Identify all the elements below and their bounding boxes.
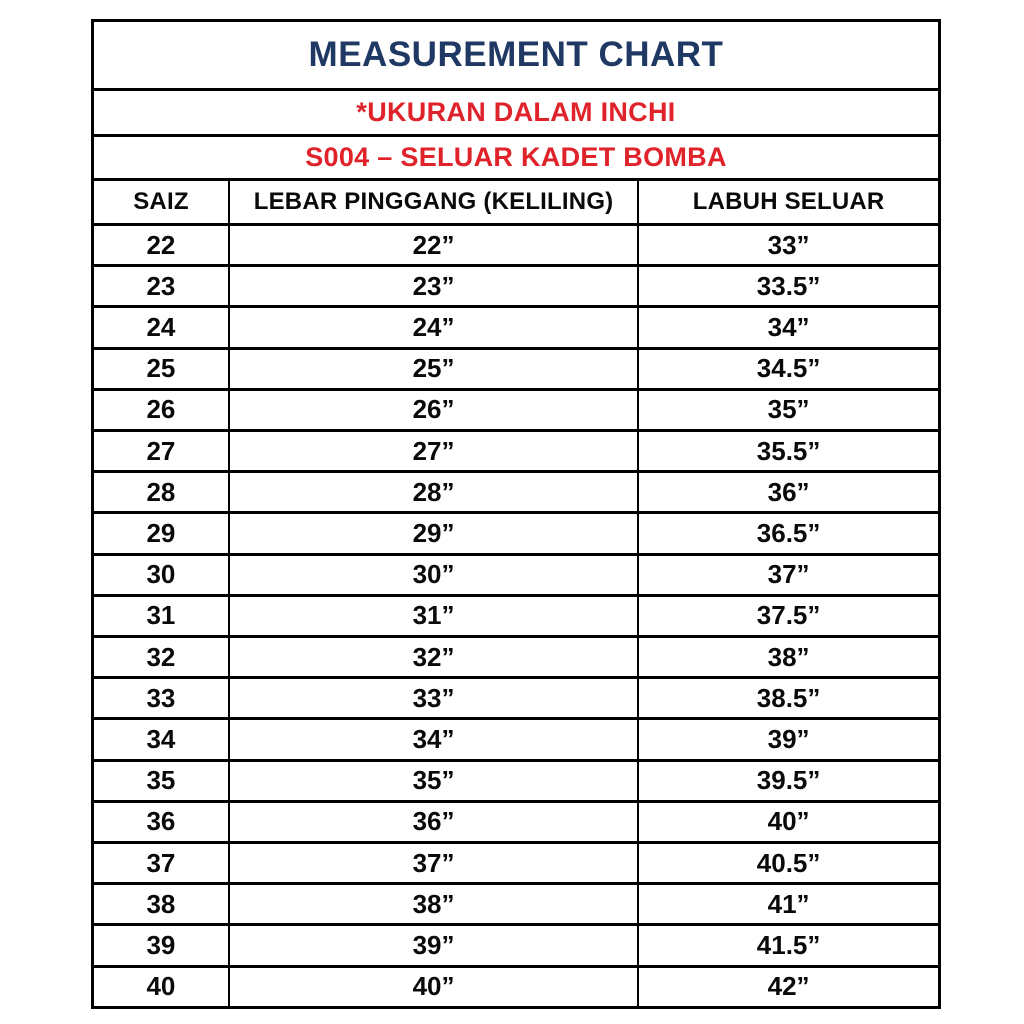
saiz-cell: 27 [94, 432, 230, 470]
table-row [94, 473, 938, 514]
length-cell: 39.5” [756, 765, 821, 796]
table-row [94, 350, 938, 391]
waist-cell: 26” [230, 391, 639, 429]
waist-cell: 22” [230, 226, 639, 264]
table-header-row [94, 181, 938, 226]
saiz-cell: 25 [94, 350, 230, 388]
waist-cell: 29” [230, 514, 639, 552]
table-row [94, 720, 938, 761]
length-cell: 37.5” [756, 600, 821, 631]
length-cell: 34” [767, 312, 810, 342]
waist-cell: 30” [230, 556, 639, 594]
waist-cell: 36” [230, 803, 639, 841]
waist-cell: 31” [230, 597, 639, 635]
length-cell: 35.5” [756, 435, 821, 466]
length-cell: 34.5” [756, 353, 821, 384]
table-row [94, 597, 938, 638]
table-row [94, 308, 938, 349]
product-code: S004 – SELUAR KADET BOMBA [305, 142, 727, 172]
length-cell: 42” [767, 971, 810, 1002]
saiz-cell: 35 [94, 762, 230, 800]
table-row [94, 679, 938, 720]
length-cell: 41” [767, 888, 810, 919]
saiz-cell: 36 [94, 803, 230, 841]
waist-cell: 40” [230, 968, 639, 1006]
saiz-cell: 31 [94, 597, 230, 635]
length-cell: 33” [767, 229, 810, 260]
column-header-saiz: SAIZ [94, 181, 230, 223]
product-code-row [94, 137, 938, 181]
length-cell: 40.5” [756, 847, 821, 878]
waist-cell: 32” [230, 638, 639, 676]
table-row [94, 226, 938, 267]
table-row [94, 556, 938, 597]
length-cell: 38” [767, 641, 810, 672]
unit-note: *UKURAN DALAM INCHI [356, 97, 676, 127]
table-row [94, 638, 938, 679]
saiz-cell: 30 [94, 556, 230, 594]
saiz-cell: 23 [94, 267, 230, 305]
length-cell: 35” [767, 394, 810, 425]
table-row [94, 926, 938, 967]
length-cell: 33.5” [756, 270, 821, 301]
length-cell: 36” [767, 476, 810, 507]
table-row [94, 844, 938, 885]
length-cell: 37” [767, 559, 810, 590]
column-header-waist: LEBAR PINGGANG (KELILING) [230, 181, 639, 223]
measurement-chart-table [91, 19, 941, 1009]
unit-note-row [94, 91, 938, 137]
chart-title: MEASUREMENT CHART [308, 35, 724, 74]
table-row [94, 514, 938, 555]
waist-cell: 39” [230, 926, 639, 964]
saiz-cell: 26 [94, 391, 230, 429]
waist-cell: 35” [230, 762, 639, 800]
waist-cell: 27” [230, 432, 639, 470]
saiz-cell: 40 [94, 968, 230, 1006]
length-cell: 36.5” [756, 518, 821, 549]
waist-cell: 34” [230, 720, 639, 758]
length-cell: 40” [767, 806, 810, 837]
saiz-cell: 37 [94, 844, 230, 882]
table-row [94, 391, 938, 432]
waist-cell: 28” [230, 473, 639, 511]
waist-cell: 25” [230, 350, 639, 388]
table-row [94, 968, 938, 1006]
waist-cell: 24” [230, 308, 639, 346]
table-body [94, 226, 938, 1006]
saiz-cell: 39 [94, 926, 230, 964]
saiz-cell: 32 [94, 638, 230, 676]
saiz-cell: 33 [94, 679, 230, 717]
table-row [94, 762, 938, 803]
table-row [94, 267, 938, 308]
table-row [94, 803, 938, 844]
length-cell: 38.5” [756, 682, 821, 713]
waist-cell: 33” [230, 679, 639, 717]
waist-cell: 38” [230, 885, 639, 923]
table-row [94, 885, 938, 926]
saiz-cell: 24 [94, 308, 230, 346]
saiz-cell: 22 [94, 226, 230, 264]
saiz-cell: 34 [94, 720, 230, 758]
length-cell: 39” [767, 724, 810, 755]
saiz-cell: 38 [94, 885, 230, 923]
waist-cell: 23” [230, 267, 639, 305]
column-header-length: LABUH SELUAR [692, 188, 885, 215]
saiz-cell: 28 [94, 473, 230, 511]
chart-title-row [94, 22, 938, 91]
length-cell: 41.5” [756, 930, 821, 961]
table-row [94, 432, 938, 473]
saiz-cell: 29 [94, 514, 230, 552]
waist-cell: 37” [230, 844, 639, 882]
